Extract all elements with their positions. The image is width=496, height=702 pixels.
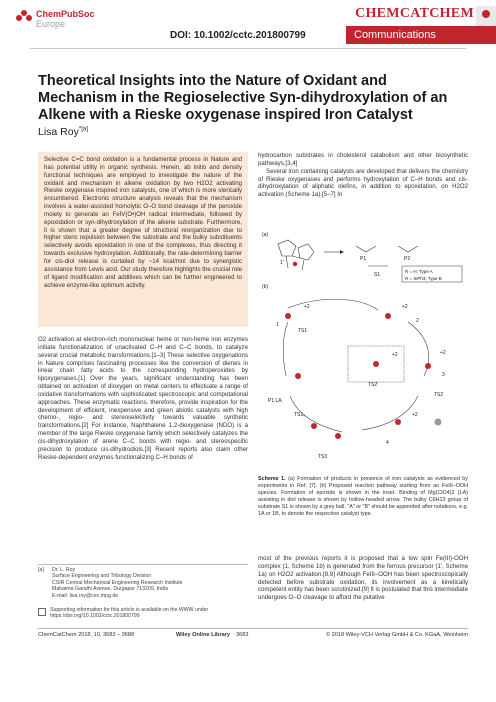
scheme-caption [258, 476, 468, 518]
legend-type-a: R = H; Type A [405, 269, 433, 274]
scheme-panel-a: (a) [262, 232, 269, 238]
affiliation-institute: CSIR Central Mechanical Engineering Research Institute [52, 579, 183, 586]
header-divider [30, 48, 466, 49]
charge-label: +2 [402, 304, 408, 310]
label-p2: P2 [404, 256, 411, 262]
caption-text: (a) Formation of products in presence of iron catalysts as evidenced by experiments in Ref. [7]. (b) Proposed reaction pathway starting from an FeIII–OOH species. Formation of epoxide is shown in the inset. Binding of Mg(ClO4)2 (LA) assisting in diol release is shown by hollow-headed arrow. The bulky C6H13 group of substrate S1 is shown by a grey ball. "A" or "B" should be appended after notations, e.g. 1A or 1B, to denote the respective catalyst type. [258, 476, 469, 517]
journal-name: CHEMCATCHEM [355, 6, 474, 21]
footer-citation: ChemCatChem 2018, 10, 3683 – 3688 [38, 632, 135, 638]
body-right-top [258, 152, 468, 199]
label-3: 3 [442, 372, 445, 378]
publisher-mark-icon [16, 10, 32, 26]
label-p1: P1 [360, 256, 367, 262]
mechanism-arrows [283, 299, 429, 432]
scheme-panel-b: (b) [262, 284, 269, 290]
body-left-column [38, 336, 248, 462]
charge-label: +2 [392, 352, 398, 358]
charge-label: +2 [304, 304, 310, 310]
page-header [0, 0, 496, 50]
body-paragraph: Several iron containing catalysts are developed that delivers the chemistry of Rieske oxygenases and performs hydroxylation of C–H bonds and cis-dihydroxylation of aliphatic olefins, in addition to epoxidation, on H2O2 activation (Scheme 1a).[5–7] In [258, 167, 468, 199]
label-1: 1 [276, 322, 279, 328]
author-name: Lisa Roy [38, 126, 79, 138]
check-updates-icon[interactable] [476, 6, 496, 26]
article-type: Communications [346, 26, 496, 44]
abstract-box: Selective C=C bond oxidation is a fundamental process in Nature and has potential utility in organic synthesis. Herein, ab initio and density functional techniques are employed to investigate the nature of the oxidant and mechanism in alkene oxidation by two H2O2 activating Rieske oxygenase inspired iron catalysts, one of which is more sterically encumbered. Electronic structure analysis reveals that the mechanism involves a water-assisted homolytic O–O bond cleavage of the peroxide moiety to generate an FeIV(O•)OH radical intermediate, followed by epoxidation or syn-dihydroxylation of the alkene substrate. Furthermore, it is shown that a greater degree of structural reorganization due to higher steric repulsion between the substrate and the bulky substituents selectively avoids epoxidation in one of the complexes, thus directing it towards exclusive hydroxylation. Additionally, the rate-determining barrier for cis-diol release is curtailed by ~14 kcal/mol due to synergistic assistance from Lewis acid. Our study therefore highlights the crucial role of ligand modification and additives which can be further engineered to achieve enzyme-like optimum activity. [38, 152, 248, 327]
affiliation-name: Dr. L. Roy [52, 567, 76, 573]
publisher-region: Europe [36, 19, 66, 29]
label-ts2-prime: TS2' [368, 382, 379, 388]
journal-banner [346, 6, 496, 44]
label-p1-la: P1.LA [268, 398, 282, 404]
body-right-bottom [258, 555, 468, 602]
footer-page-number: 3683 [236, 632, 249, 638]
author-mark: *[a] [78, 126, 88, 133]
page-footer [38, 632, 468, 642]
body-paragraph: hydrocarbon substrates in cholesterol catabolism and other biosynthetic pathways.[3,4] [258, 152, 468, 167]
label-1-prime: 1' [280, 260, 284, 266]
scheme-figure [258, 226, 468, 472]
author-line [38, 126, 88, 138]
affiliation-block [38, 567, 248, 599]
supporting-info-text[interactable]: Supporting information for this article is available on the WWW under https://doi.org/10.1002/cctc.201800799 [50, 607, 209, 620]
affiliation-index: [a] [38, 567, 44, 573]
publisher-name: ChemPubSoc [36, 9, 95, 19]
affiliation-address: Mahatma Gandhi Avenue, Durgapur 713209, India [52, 586, 168, 593]
iron-centers [285, 313, 442, 439]
affiliation-divider [38, 564, 248, 565]
label-ts3: TS3 [318, 454, 328, 460]
caption-label: Scheme 1. [258, 476, 286, 482]
footer-copyright: © 2018 Wiley-VCH Verlag GmbH & Co. KGaA, Weinheim [325, 632, 468, 638]
label-ts1x: TS1ₓ [294, 412, 305, 418]
label-4: 4 [386, 440, 389, 446]
footer-wiley-link[interactable]: Wiley Online Library [176, 632, 231, 638]
label-ts2: TS2 [434, 392, 444, 398]
publisher-logo [16, 10, 95, 29]
legend-type-b: R = SiPh3; Type B [405, 276, 442, 281]
supporting-info-icon [38, 608, 46, 616]
affiliation-dept: Surface Engineering and Tribology Division [52, 573, 152, 580]
supporting-info [38, 607, 248, 620]
scheme-diagram [258, 226, 468, 472]
body-paragraph: O2 activation at electron-rich mononuclear heme or non-heme iron enzymes initiate functionalization of unactivated C–H and C–C bonds, to catalyze several crucial metabolic transformations.[1–3] These selective oxygenations in Nature comprises fascinating processes like the conversion of dienes in linear chain fatty acids to the corresponding hydroperoxides by lipoxygenases.[1] Over the years, significant understanding has been obtained on activation of dioxygen on metal centers to effectuate a range of oxidative transformations with sophisticated spectroscopic and computational approaches. These enzymatic reactions, therefore, provide inspiration for the development of efficient, inexpensive and green abiotic catalysts with high chemo-, regio- and stereoselectivity towards valuable synthetic transformations.[2] For instance, Naphthalene 1,2-dioxygenase (NDO) is a member of the large Rieske oxygenase family which selectively catalyzes the cis-dihydroxylation of arene C–C bonds with regio- and stereospecific precision to produce cis-dihydrodiols.[3] Recent reports also claim other Rieske-dependent enzymes functionalizing C–H bonds of [38, 336, 248, 461]
body-paragraph: most of the previous reports it is proposed that a low spin Fe(III)-OOH complex (1, Scheme 1b) is generated from the ferrous precursor (1', Scheme 1a) on H2O2 activation.[8,9] Although FeIII–OOH has been spectroscopically detected before substrate oxidation, its involvement as a kinetically competent entity has been scrutinized.[9] It is postulated that this intermediate undergoes O–O cleavage to afford the putative [258, 555, 469, 602]
article-title: Theoretical Insights into the Nature of Oxidant and Mechanism in the Regioselective Syn-dihydroxylation of an Alkene with a Rieske oxygenase inspired Iron Catalyst [38, 73, 448, 123]
label-ts1: TS1 [298, 328, 308, 334]
doi-link[interactable]: DOI: 10.1002/cctc.201800799 [170, 30, 306, 41]
footer-divider [38, 628, 468, 629]
label-2: 2 [416, 318, 419, 324]
charge-label: +2 [440, 350, 446, 356]
affiliation-email[interactable]: E-mail: lisa.roy@cec.mpg.de [52, 592, 119, 599]
charge-label: +2 [412, 412, 418, 418]
label-s1: S1 [374, 272, 381, 278]
